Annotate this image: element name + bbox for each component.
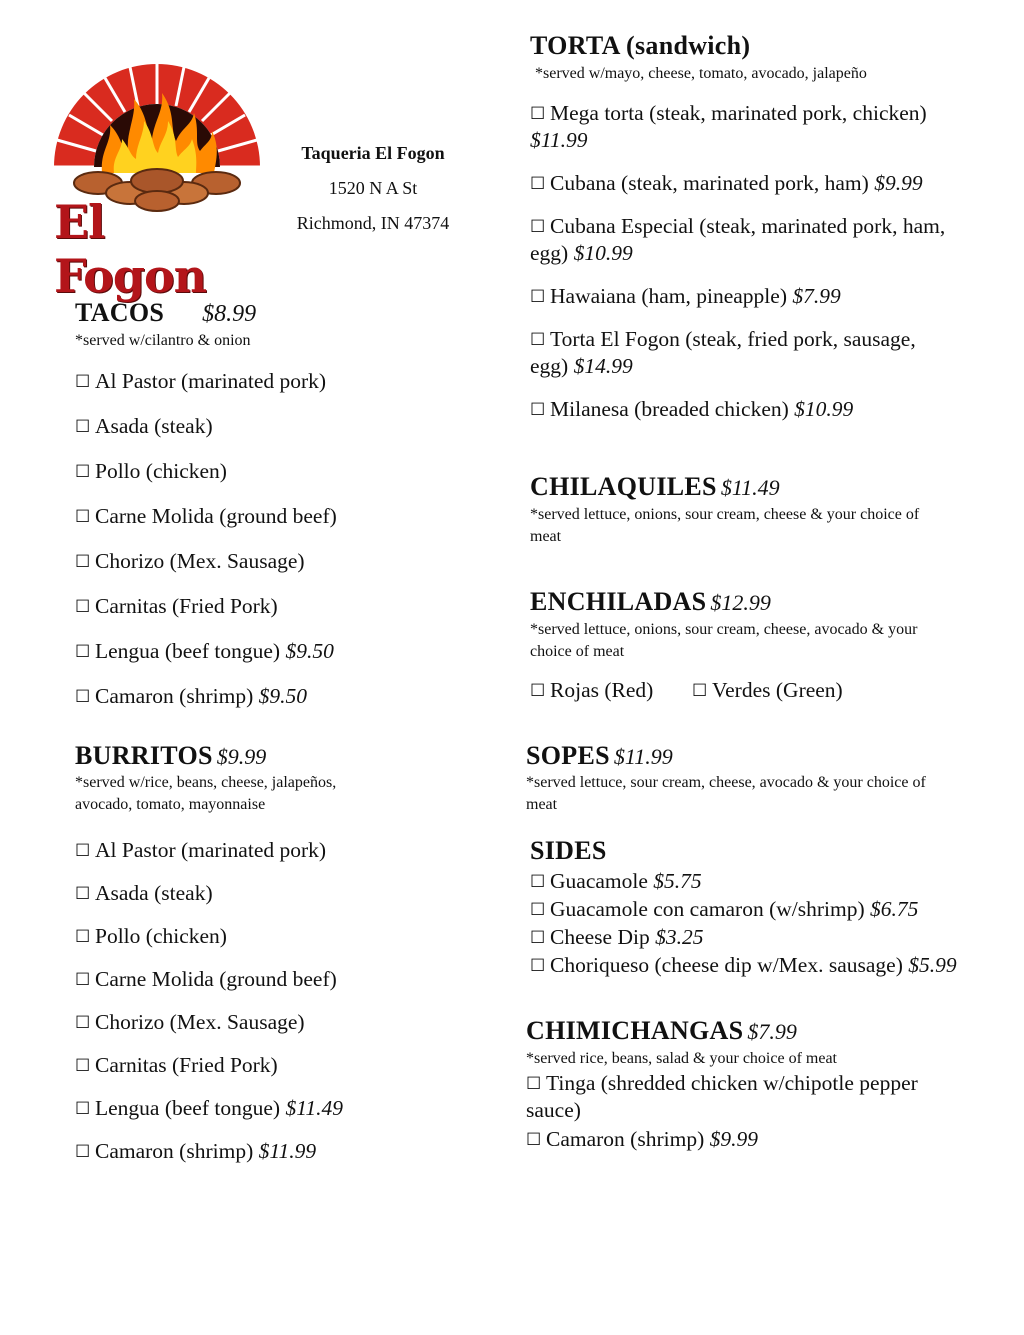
sopes-price: $11.99: [613, 744, 673, 769]
chimichangas-item-tinga[interactable]: ☐ Tinga (shredded chicken w/chipotle pepper sauce): [526, 1071, 918, 1122]
checkbox-icon[interactable]: ☐: [75, 417, 91, 436]
checkbox-icon[interactable]: ☐: [75, 372, 91, 391]
list-item[interactable]: ☐ Guacamole con camaron (w/shrimp) $6.75: [530, 897, 919, 921]
list-item[interactable]: ☐ Guacamole $5.75: [530, 869, 702, 893]
checkbox-icon[interactable]: ☐: [75, 1013, 91, 1032]
checkbox-icon[interactable]: ☐: [530, 330, 546, 349]
list-item[interactable]: ☐ Carnitas (Fried Pork): [75, 1053, 278, 1077]
logo: [50, 55, 265, 303]
list-item[interactable]: ☐ Cubana (steak, marinated pork, ham) $9.99: [530, 171, 923, 195]
checkbox-icon[interactable]: ☐: [530, 400, 546, 419]
burritos-note: *served w/rice, beans, cheese, jalapeños, avocado, tomato, mayonnaise: [75, 774, 337, 813]
list-item[interactable]: ☐ Pollo (chicken): [75, 459, 227, 483]
list-item[interactable]: ☐ Camaron (shrimp) $9.50: [75, 684, 307, 708]
chimichangas-item-camaron[interactable]: ☐ Camaron (shrimp) $9.99: [526, 1127, 758, 1151]
chimichangas-title: CHIMICHANGAS: [526, 1016, 744, 1045]
chilaquiles-note: *served lettuce, onions, sour cream, cheese & your choice of meat: [530, 506, 920, 545]
checkbox-icon[interactable]: ☐: [75, 642, 91, 661]
list-item[interactable]: ☐ Chorizo (Mex. Sausage): [75, 549, 305, 573]
checkbox-icon[interactable]: ☐: [530, 287, 546, 306]
list-item[interactable]: ☐ Asada (steak): [75, 414, 213, 438]
enchiladas-header: [530, 587, 771, 617]
sopes-header: [526, 741, 673, 771]
checkbox-icon[interactable]: ☐: [75, 1142, 91, 1161]
checkbox-icon[interactable]: ☐: [75, 1099, 91, 1118]
torta-title: TORTA (sandwich): [530, 31, 751, 60]
enchiladas-option-red[interactable]: ☐ Rojas (Red): [530, 678, 654, 702]
list-item[interactable]: ☐ Cheese Dip $3.25: [530, 925, 704, 949]
checkbox-icon[interactable]: ☐: [530, 174, 546, 193]
checkbox-icon[interactable]: ☐: [530, 956, 546, 975]
checkbox-icon[interactable]: ☐: [526, 1130, 542, 1149]
checkbox-icon[interactable]: ☐: [75, 687, 91, 706]
checkbox-icon[interactable]: ☐: [530, 872, 546, 891]
burritos-price: $9.99: [216, 744, 267, 769]
restaurant-name: Taqueria El Fogon: [301, 143, 445, 163]
checkbox-icon[interactable]: ☐: [75, 970, 91, 989]
sides-list: [530, 868, 1020, 980]
restaurant-city: Richmond, IN 47374: [296, 213, 450, 233]
checkbox-icon[interactable]: ☐: [75, 507, 91, 526]
burritos-title: BURRITOS: [75, 741, 213, 770]
tacos-title: TACOS: [75, 298, 165, 327]
enchiladas-option-green[interactable]: ☐ Verdes (Green): [692, 678, 843, 702]
tacos-header: [75, 298, 256, 328]
checkbox-icon[interactable]: ☐: [692, 681, 708, 700]
checkbox-icon[interactable]: ☐: [75, 927, 91, 946]
chilaquiles-header: [530, 472, 780, 502]
sopes-title: SOPES: [526, 741, 610, 770]
checkbox-icon[interactable]: ☐: [75, 597, 91, 616]
logo-text: El Fogon: [54, 195, 207, 303]
checkbox-icon[interactable]: ☐: [75, 1056, 91, 1075]
list-item[interactable]: ☐ Cubana Especial (steak, marinated pork, ham, egg) $10.99: [530, 214, 946, 265]
checkbox-icon[interactable]: ☐: [75, 552, 91, 571]
checkbox-icon[interactable]: ☐: [75, 462, 91, 481]
list-item[interactable]: ☐ Mega torta (steak, marinated pork, chicken) $11.99: [530, 101, 927, 152]
list-item[interactable]: ☐ Chorizo (Mex. Sausage): [75, 1010, 305, 1034]
list-item[interactable]: ☐ Choriqueso (cheese dip w/Mex. sausage) $5.99: [530, 953, 957, 977]
burritos-list: [75, 837, 343, 1181]
list-item[interactable]: ☐ Al Pastor (marinated pork): [75, 838, 327, 862]
tacos-list: [75, 368, 337, 728]
checkbox-icon[interactable]: ☐: [530, 681, 546, 700]
restaurant-street: 1520 N A St: [328, 178, 418, 198]
tacos-price: $8.99: [202, 301, 257, 327]
list-item[interactable]: ☐ Pollo (chicken): [75, 924, 227, 948]
list-item[interactable]: ☐ Lengua (beef tongue) $9.50: [75, 639, 334, 663]
enchiladas-title: ENCHILADAS: [530, 587, 707, 616]
chimichangas-note: *served rice, beans, salad & your choice of meat: [526, 1050, 837, 1067]
checkbox-icon[interactable]: ☐: [530, 900, 546, 919]
chilaquiles-price: $11.49: [720, 475, 780, 500]
list-item[interactable]: ☐ Asada (steak): [75, 881, 213, 905]
checkbox-icon[interactable]: ☐: [530, 217, 546, 236]
list-item[interactable]: ☐ Carnitas (Fried Pork): [75, 594, 278, 618]
list-item[interactable]: ☐ Milanesa (breaded chicken) $10.99: [530, 397, 854, 421]
checkbox-icon[interactable]: ☐: [530, 104, 546, 123]
chimichangas-header: [526, 1016, 797, 1046]
tacos-note: *served w/cilantro & onion: [75, 332, 251, 349]
chilaquiles-title: CHILAQUILES: [530, 472, 717, 501]
checkbox-icon[interactable]: ☐: [75, 884, 91, 903]
checkbox-icon[interactable]: ☐: [526, 1074, 542, 1093]
enchiladas-note: *served lettuce, onions, sour cream, cheese, avocado & your choice of meat: [530, 621, 918, 660]
list-item[interactable]: ☐ Torta El Fogon (steak, fried pork, sausage, egg) $14.99: [530, 327, 916, 378]
torta-note: *served w/mayo, cheese, tomato, avocado, jalapeño: [535, 65, 867, 82]
list-item[interactable]: ☐ Carne Molida (ground beef): [75, 504, 337, 528]
burritos-header: [75, 741, 266, 771]
checkbox-icon[interactable]: ☐: [530, 928, 546, 947]
sides-title: SIDES: [530, 836, 607, 865]
sopes-note: *served lettuce, sour cream, cheese, avocado & your choice of meat: [526, 774, 926, 813]
list-item[interactable]: ☐ Camaron (shrimp) $11.99: [75, 1139, 317, 1163]
list-item[interactable]: ☐ Carne Molida (ground beef): [75, 967, 337, 991]
list-item[interactable]: ☐ Lengua (beef tongue) $11.49: [75, 1096, 343, 1120]
list-item[interactable]: ☐ Al Pastor (marinated pork): [75, 369, 327, 393]
chimichangas-price: $7.99: [747, 1019, 797, 1044]
list-item[interactable]: ☐ Hawaiana (ham, pineapple) $7.99: [530, 284, 841, 308]
enchiladas-price: $12.99: [710, 590, 771, 615]
checkbox-icon[interactable]: ☐: [75, 841, 91, 860]
